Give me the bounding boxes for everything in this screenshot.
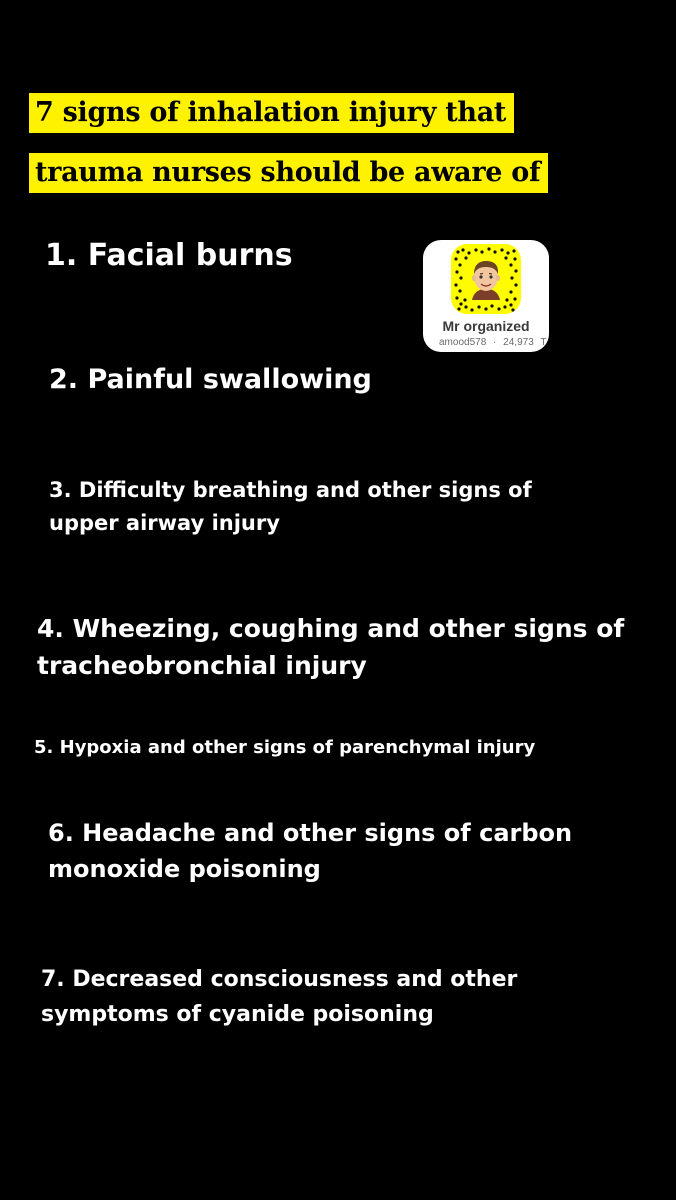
- snapcode-meta: [439, 337, 549, 349]
- snapcode-trailing-text: T: [540, 337, 547, 348]
- list-item-headache: [48, 815, 572, 887]
- snapcode-separator: ·: [493, 337, 497, 348]
- list-item-text-continued: tracheobronchial injury: [37, 651, 367, 680]
- snapcode-score: 24,973: [503, 337, 534, 348]
- list-item-text: 3. Difficulty breathing and other signs of: [49, 478, 532, 502]
- snapcode-display-name: Mr organized: [442, 318, 530, 334]
- list-item-text: 7. Decreased consciousness and other: [41, 967, 518, 992]
- list-item-difficulty-breathing: [49, 474, 532, 540]
- list-item-text: 4. Wheezing, coughing and other signs of: [37, 614, 625, 643]
- list-item-facial-burns: [45, 237, 293, 275]
- list-item-decreased-consciousness: [41, 962, 517, 1032]
- title-line-2: trauma nurses should be aware of: [29, 153, 548, 193]
- list-item-text-continued: upper airway injury: [49, 511, 280, 535]
- list-item-wheezing-coughing: [37, 610, 624, 684]
- list-item-text: 2. Painful swallowing: [49, 364, 372, 395]
- list-item-hypoxia: [34, 734, 535, 762]
- list-item-painful-swallowing: [49, 362, 372, 398]
- list-item-text: 5. Hypoxia and other signs of parenchymal injury: [34, 737, 536, 758]
- list-item-text-continued: monoxide poisoning: [48, 855, 321, 883]
- bitmoji-avatar-icon: [466, 258, 506, 302]
- snapcode-username: amood578: [439, 337, 487, 348]
- list-item-text: 1. Facial burns: [45, 238, 293, 273]
- snapcode: [451, 244, 521, 314]
- snapcode-card[interactable]: [423, 240, 549, 352]
- title-line-1: 7 signs of inhalation injury that: [29, 93, 514, 133]
- list-item-text-continued: symptoms of cyanide poisoning: [41, 1002, 434, 1027]
- list-item-text: 6. Headache and other signs of carbon: [48, 819, 573, 847]
